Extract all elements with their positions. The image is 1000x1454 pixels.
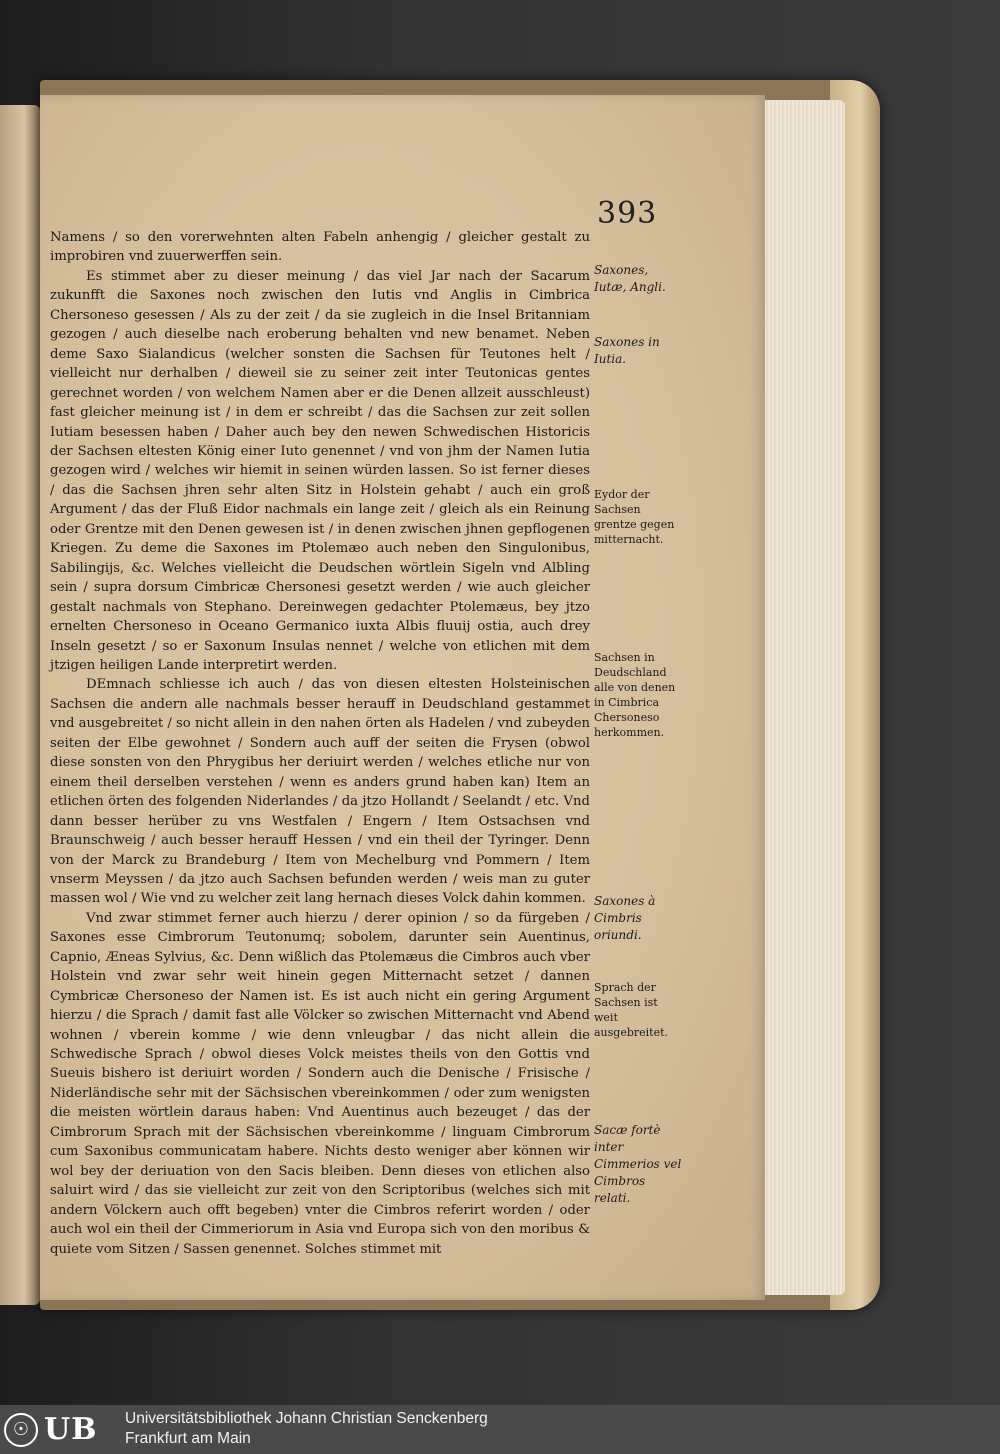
footer-text (125, 1409, 488, 1449)
margin-note: Saxones in Iutia. (594, 335, 660, 366)
logo-text: UB (44, 1412, 98, 1447)
seal-icon: ☉ (4, 1413, 38, 1447)
footer-line-1: Universitätsbibliothek Johann Christian Senckenberg (125, 1410, 488, 1427)
margin-note: Sachsen in Deudschland alle von denen in Cimbrica Chersoneso herkommen. (594, 651, 676, 739)
margin-note: Sprach der Sachsen ist weit ausgebreitet. (594, 981, 669, 1039)
paragraph: Es stimmet aber zu dieser meinung / das viel Jar nach der Sacarum zukunfft die Saxones noch zwischen den Iutis vnd Anglis in Cimbrica Chersoneso gesessen / Als zu der zeit / da sie zugleich in die Insel Britanniam gezogen / auch dieselbe nach eroberung behalten vnd new benamet. Neben deme Saxo Sialandicus (welcher sonsten die Sachsen für Teutones helt / vielleicht nur derhalben / dieweil sie zu seiner zeit inter Teutonicas gentes gerechnet worden / von welchem Namen aber er die Denen allzeit ausschleust) fast gleicher meinung ist / in dem er schreibt / das die Sachsen zur zeit sollen Iutiam besessen haben / Daher auch bey den newen Schwedischen Historicis der Sachsen eltesten König einer Iuto genennet / vnd von jhm der Namen Iutia gezogen wird / welches wir hiemit in seinen würden lassen. So ist ferner dieses / das die Sachsen jhren sehr alten Sitz in Holstein gehabt / auch ein groß Argument / das der Fluß Eidor nachmals ein lange zeit / gleich als ein Reinung oder Grentze mit den Denen gewesen ist / in denen zwischen jhnen gepflogenen Kriegen. Zu deme die Saxones im Ptolemæo auch neben den Singulonibus, Sabilingijs, &c. Welches vielleicht die Deudschen wörtlein Sigeln vnd Albling sein / supra dorsum Cimbricæ Chersonesi gesetzt werden / wie auch gleicher gestalt nachmals von Stephano. Dereinwegen gedachter Ptolemæus, bey jtzo ernelten Chersoneso in Oceano Germanico iuxta Albis fluuij ostia, auch drey Inseln gesetzt / so er Saxonum Insulas nennet / welche von etlichen mit dem jtzigen heiligen Lande interpretirt werden. (50, 268, 590, 673)
margin-note: Saxones, Iutæ, Angli. (594, 263, 666, 294)
footer-line-2: Frankfurt am Main (125, 1430, 251, 1447)
page-stack-edge (760, 100, 845, 1295)
margin-note: Eydor der Sachsen grentze gegen mitternacht. (594, 488, 675, 546)
page-number: 393 (597, 196, 658, 231)
paragraph: Vnd zwar stimmet ferner auch hierzu / derer opinion / so da fürgeben / Saxones esse Cimbrorum Teutonumq; sobolem, darunter sein Auentinus, Capnio, Æneas Sylvius, &c. Denn wißlich das Ptolemæus die Cimbros auch vber Holstein vnd zwar sehr weit hinein gegen Mitternacht setzet / dannen Cymbricæ Chersoneso der Namen ist. Es ist auch nicht ein gering Argument hierzu / die Sprach / damit fast alle Völcker so zwischen Mitternacht vnd Abend wohnen / vberein komme / wie denn vnleugbar / das nicht allein die Schwedische Sprach / obwol dieses Volck meistes theils von den Gottis vnd Sueuis bishero ist deriuirt worden / Sondern auch die Denische / Frisische / Niderländische sehr mit der Sächsischen vbereinkommen / oder zum wenigsten die meisten wörtlein daraus haben: Vnd Auentinus auch bezeuget / das der Cimbrorum Sprach mit der Sächsischen vbereinkomme / linguam Cimbrorum cum Saxonibus communicatam habere. Nichts desto weniger aber können wir wol bey der deriuation von den Sacis bleiben. Denn dieses von etlichen also saluirt wird / das sie vielleicht zur zeit von den Scriptoribus (welches sich mit andern Völckern auch offt begeben) vnter die Cimbros referirt worden / oder auch wol ein theil der Cimmeriorum in Asia vnd Europa sich von den moribus & quiete vom Sitzen / Sassen genennet. Solches stimmet mit (50, 910, 590, 1257)
margin-note: Saxones à Cimbris oriundi. (594, 894, 656, 942)
paragraph: DEmnach schliesse ich auch / das von diesen eltesten Holsteinischen Sachsen die andern alle nachmals besser herauff in Deudschland gestammet vnd ausgebreitet / so nicht allein in den nahen örten als Hadelen / vnd zubeyden seiten der Elbe gewohnet / Sondern auch auff der seiten die Frysen (obwol diese sonsten von den Phrygibus her deriuirt werden / welches etliche nur von einem theil derselben verstehen / wenn es anders grund haben kan) Item an etlichen örten des folgenden Niderlandes / da jtzo Hollandt / Seelandt / etc. Vnd dann besser herüber zu vns Westfalen / Engern / Item Ostsachsen vnd Braunschweig / auch besser herauff Hessen / vnd ein theil der Tyringer. Denn von der Marck zu Brandeburg / Item von Mechelburg vnd Pommern / Item vnserm Meyssen / da jtzo auch Sachsen befunden werden / weis man zu guter massen wol / Wie vnd zu welcher zeit lang hernach dieses Volck dahin kommen. (50, 677, 590, 907)
margin-note: Sacæ fortè inter Cimmerios vel Cimbros relati. (594, 1123, 682, 1205)
left-page-edge (0, 105, 40, 1305)
paragraph: Namens / so den vorerwehnten alten Fabeln anhengig / gleicher gestalt zu improbiren vnd zuuerwerffen sein. (50, 230, 590, 265)
body-text (50, 228, 590, 1259)
library-logo (4, 1409, 116, 1450)
